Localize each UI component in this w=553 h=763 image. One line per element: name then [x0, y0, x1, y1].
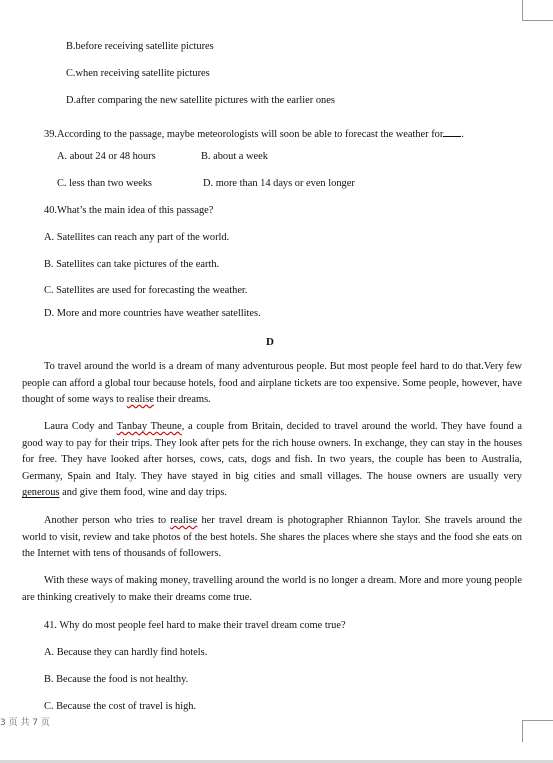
passage-paragraph-4	[22, 573, 522, 606]
q41-option-a: A. Because they can hardly find hotels.	[44, 647, 208, 658]
q38-option-c: C.when receiving satellite pictures	[66, 68, 210, 79]
paragraph-text: , a couple from Britain, decided to travel around the world. They have found a good way to pay for their trips. They look after pets for the rich house owners. In exchange, they can stay in the houses for free. They have looked after horses, cows, cats, dogs and fish. In two years, the couple has been to Australia, Germany, Spain and Italy. They have stayed in big cities and small villages. The house owners are usually very	[22, 421, 522, 482]
q41-stem: 41. Why do most people feel hard to make their travel dream come true?	[44, 620, 346, 631]
q38-option-d: D.after comparing the new satellite pictures with the earlier ones	[66, 95, 335, 106]
q40-option-c: C. Satellites are used for forecasting the weather.	[44, 285, 248, 296]
paragraph-text: and give them food, wine and day trips.	[62, 487, 227, 498]
crop-mark-bottom-right	[522, 720, 553, 721]
section-heading: D	[266, 336, 274, 348]
q39-option-b: B. about a week	[201, 151, 268, 162]
crop-mark-bottom-right	[522, 720, 523, 742]
q40-option-d: D. More and more countries have weather satellites.	[44, 308, 261, 319]
passage-paragraph-3	[22, 513, 522, 563]
q41-option-c: C. Because the cost of travel is high.	[44, 701, 197, 712]
q38-option-b: B.before receiving satellite pictures	[66, 41, 214, 52]
paragraph-text: her travel dream is photographer Rhiannon Taylor. She travels around the world to visit, review and take photos of the best hotels. She shares the places where she stays and the food she eats on the Internet with tens of thousands of followers.	[22, 515, 522, 559]
q39-option-a: A. about 24 or 48 hours	[57, 151, 156, 162]
q39-option-c: C. less than two weeks	[57, 178, 152, 189]
q39-stem-end: .	[461, 129, 464, 140]
q40-stem: 40.What’s the main idea of this passage?	[44, 205, 214, 216]
passage-paragraph-1	[22, 359, 522, 409]
q39-stem	[44, 126, 464, 141]
q40-option-a: A. Satellites can reach any part of the world.	[44, 232, 230, 243]
q41-option-b: B. Because the food is not healthy.	[44, 674, 189, 685]
crop-mark-top-right	[522, 20, 553, 21]
highlighted-word: realise	[170, 515, 198, 526]
q39-option-d: D. more than 14 days or even longer	[203, 178, 355, 189]
answer-blank	[443, 126, 461, 137]
paragraph-text: their dreams.	[156, 394, 211, 405]
paragraph-text: Laura Cody and	[44, 421, 114, 432]
underlined-word: generous	[22, 487, 60, 498]
crop-mark-top-right	[522, 0, 523, 20]
highlighted-word: realise	[126, 394, 154, 405]
paragraph-text: Another person who tries to	[44, 515, 167, 526]
q40-option-b: B. Satellites can take pictures of the earth.	[44, 259, 220, 270]
highlighted-word: Tanbay Theune	[116, 421, 182, 432]
page-footer: 3 页 共 7 页	[0, 718, 50, 728]
paragraph-text: To travel around the world is a dream of many adventurous people. But most people feel hard to do that.Very few people can afford a global tour because hotels, food and airplane tickets are too expensive. Some people, however, have thought of some ways to	[22, 361, 522, 405]
passage-paragraph-2	[22, 419, 522, 502]
paragraph-text: With these ways of making money, travelling around the world is no longer a dream. More and more young people are thinking creatively to make their dreams come true.	[22, 575, 522, 603]
q39-stem-text: 39.According to the passage, maybe meteorologists will soon be able to forecast the weather for	[44, 129, 444, 140]
